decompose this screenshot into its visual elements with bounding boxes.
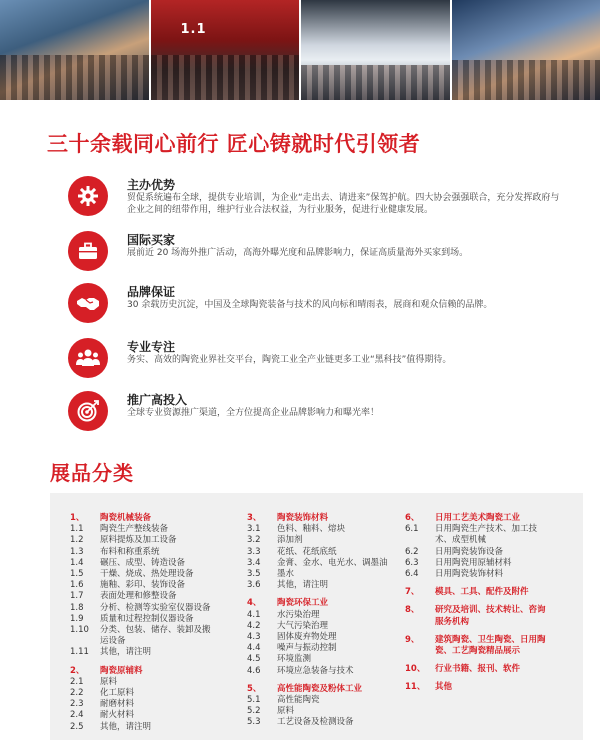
category-number: 3.6 [247, 580, 261, 591]
category-number: 5.1 [247, 695, 261, 706]
category-item [70, 625, 240, 647]
category-number: 3.2 [247, 535, 261, 546]
category-label: 行业书籍、报刊、软件 [435, 664, 521, 675]
category-item [247, 717, 407, 728]
category-item [70, 614, 240, 625]
category-heading [405, 664, 575, 675]
exhibition-photo-meeting [452, 0, 600, 100]
category-number: 3、 [247, 513, 262, 523]
photo-strip [0, 0, 600, 100]
category-label: 陶瓷装饰材料 [277, 513, 329, 523]
category-label: 原料 [277, 706, 295, 717]
category-number: 4、 [247, 598, 262, 609]
category-label: 分类、包装、储存、装卸及搬运设备 [100, 625, 211, 647]
category-number: 6.1 [405, 524, 419, 535]
category-label: 陶瓷机械装备 [100, 513, 152, 523]
category-heading [70, 513, 240, 524]
category-number: 1.8 [70, 602, 84, 613]
category-number: 1.2 [70, 535, 84, 546]
spacer [70, 659, 240, 666]
category-number: 9、 [405, 634, 420, 645]
feature-title: 推广高投入 [127, 393, 188, 407]
category-label: 干燥、烧成、热处理设备 [100, 569, 194, 580]
category-label: 墨水 [277, 569, 295, 580]
category-number: 4.5 [247, 654, 261, 665]
categories-column-1 [70, 513, 240, 733]
category-item [247, 580, 407, 591]
category-number: 6.2 [405, 546, 419, 557]
exhibition-photo-machinery [301, 0, 450, 100]
category-number: 3.4 [247, 557, 261, 568]
category-number: 3.5 [247, 569, 261, 580]
category-label: 固体废弃物处理 [277, 632, 337, 643]
category-item [70, 535, 240, 546]
category-label: 日用陶瓷生产技术、加工技术、成型机械 [435, 524, 538, 546]
category-label: 其他 [435, 682, 453, 693]
category-label: 高性能陶瓷 [277, 695, 320, 706]
category-label: 工艺设备及检测设备 [277, 717, 354, 728]
feature-desc: 展前近 20 场海外推广活动，高海外曝光度和品牌影响力，保证高质量海外买家到场。 [127, 248, 469, 258]
feature-desc: 贸促系统遍布全球，提供专业培训，为企业“走出去、请进来”保驾护航。四大协会强强联合，充分发挥政府与企业之间的纽带作用，维护行业合法权益，为行业服务，促进行业健康发展。 [127, 193, 560, 215]
category-item [247, 654, 407, 665]
category-number: 1、 [70, 513, 85, 523]
category-heading [405, 635, 575, 657]
category-item [247, 643, 407, 654]
category-item [247, 558, 407, 569]
category-item [70, 591, 240, 602]
category-heading [405, 682, 575, 693]
category-label: 其他，请注明 [100, 647, 152, 658]
category-label: 研究及培训、技术转让、咨询服务机构 [435, 605, 546, 627]
category-number: 6、 [405, 513, 420, 523]
stage-caption: 1.1 [180, 22, 207, 37]
spacer [405, 675, 575, 682]
category-label: 分析、检测等实验室仪器设备 [100, 602, 211, 613]
category-number: 5、 [247, 683, 262, 694]
category-item [247, 524, 407, 535]
category-heading [247, 598, 407, 609]
category-label: 耐磨材料 [100, 699, 135, 710]
category-number: 4.6 [247, 665, 261, 676]
category-label: 金膏、金水、电光水、调墨油 [277, 557, 388, 568]
category-item [70, 710, 240, 721]
exhibition-photo-visitors [0, 0, 149, 100]
category-label: 日用陶瓷用原辅材料 [435, 557, 512, 568]
category-label: 化工原料 [100, 688, 135, 699]
target-icon [68, 391, 108, 431]
category-item [247, 706, 407, 717]
feature-desc: 全球专业资源推广渠道，全方位提高企业品牌影响力和曝光率！ [127, 408, 380, 418]
category-item [247, 569, 407, 580]
feature-desc: 30 余载历史沉淀，中国及全球陶瓷装备与技术的风向标和晴雨表，展商和观众信赖的品牌。 [127, 300, 493, 310]
category-item [405, 547, 575, 558]
feature-title: 国际买家 [127, 233, 176, 247]
category-item [405, 558, 575, 569]
categories-column-3 [405, 513, 575, 694]
feature-desc: 务实、高效的陶瓷业界社交平台，陶瓷工业全产业链更多工业“黑科技”值得期待。 [127, 355, 452, 365]
category-label: 陶瓷环保工业 [277, 598, 329, 609]
category-heading [247, 513, 407, 524]
categories-panel [50, 493, 583, 740]
category-item [70, 547, 240, 558]
category-label: 表面处理和修整设备 [100, 591, 177, 602]
category-label: 其他，请注明 [100, 721, 152, 732]
category-item [247, 547, 407, 558]
handshake-icon [68, 283, 108, 323]
spacer [405, 628, 575, 635]
category-label: 布料和称重系统 [100, 546, 160, 557]
category-label: 添加剂 [277, 535, 303, 546]
category-number: 2、 [70, 665, 85, 676]
category-number: 11、 [405, 682, 426, 693]
category-number: 1.7 [70, 591, 84, 602]
category-item [405, 569, 575, 580]
category-number: 4.4 [247, 643, 261, 654]
category-label: 环境监测 [277, 654, 312, 665]
category-item [70, 699, 240, 710]
category-number: 1.11 [70, 647, 89, 658]
category-number: 1.1 [70, 524, 84, 535]
category-item [405, 524, 575, 546]
category-heading [70, 666, 240, 677]
categories-title: 展品分类 [50, 461, 134, 485]
category-label: 建筑陶瓷、卫生陶瓷、日用陶瓷、工艺陶瓷精品展示 [435, 634, 546, 657]
category-label: 质量和过程控制仪器设备 [100, 613, 194, 624]
category-number: 1.9 [70, 613, 84, 624]
category-number: 1.3 [70, 546, 84, 557]
category-label: 陶瓷生产整线装备 [100, 524, 169, 535]
category-item [70, 558, 240, 569]
category-item [70, 524, 240, 535]
categories-column-2 [247, 513, 407, 729]
category-number: 5.2 [247, 706, 261, 717]
category-number: 1.6 [70, 580, 84, 591]
category-number: 7、 [405, 587, 420, 598]
category-item [70, 603, 240, 614]
category-item [70, 722, 240, 733]
category-label: 日用陶瓷装饰材料 [435, 569, 504, 580]
category-item [247, 632, 407, 643]
category-number: 3.1 [247, 524, 261, 535]
category-item [247, 695, 407, 706]
category-heading [405, 513, 575, 524]
category-number: 2.3 [70, 699, 84, 710]
category-number: 6.3 [405, 557, 419, 568]
gear-icon [68, 176, 108, 216]
category-label: 高性能陶瓷及粉体工业 [277, 683, 363, 694]
category-label: 陶瓷原辅料 [100, 665, 143, 676]
feature-title: 主办优势 [127, 178, 176, 192]
category-heading [405, 587, 575, 598]
category-item [70, 569, 240, 580]
briefcase-icon [68, 231, 108, 271]
category-number: 1.5 [70, 569, 84, 580]
category-number: 1.10 [70, 625, 89, 636]
category-heading [247, 684, 407, 695]
category-item [247, 666, 407, 677]
category-heading [405, 605, 575, 627]
category-label: 日用陶瓷装饰设备 [435, 546, 504, 557]
spacer [247, 677, 407, 684]
category-item [247, 621, 407, 632]
category-label: 花纸、花纸底纸 [277, 546, 337, 557]
headline: 三十余载同心前行 匠心铸就时代引领者 [47, 132, 421, 156]
category-number: 2.4 [70, 710, 84, 721]
feature-title: 品牌保证 [127, 285, 176, 299]
category-number: 5.3 [247, 717, 261, 728]
category-item [70, 677, 240, 688]
category-label: 耐火材料 [100, 710, 135, 721]
category-number: 2.5 [70, 721, 84, 732]
category-number: 6.4 [405, 569, 419, 580]
category-label: 色料、釉料、熔块 [277, 524, 346, 535]
category-number: 2.2 [70, 688, 84, 699]
category-number: 3.3 [247, 546, 261, 557]
category-label: 水污染治理 [277, 609, 320, 620]
exhibition-photo-ceremony [151, 0, 300, 100]
category-label: 原料 [100, 676, 118, 687]
category-item [70, 688, 240, 699]
category-number: 4.1 [247, 609, 261, 620]
category-item [70, 580, 240, 591]
category-label: 噪声与振动控制 [277, 643, 337, 654]
category-item [70, 647, 240, 658]
category-label: 施釉、彩印、装饰设备 [100, 580, 186, 591]
feature-title: 专业专注 [127, 340, 176, 354]
category-number: 4.2 [247, 620, 261, 631]
category-label: 碾压、成型、铸造设备 [100, 557, 186, 568]
people-icon [68, 338, 108, 378]
category-number: 10、 [405, 664, 426, 675]
category-label: 其他，请注明 [277, 580, 329, 591]
category-item [247, 610, 407, 621]
category-label: 原料提炼及加工设备 [100, 535, 177, 546]
category-label: 模具、工具、配件及附件 [435, 587, 529, 598]
category-number: 8、 [405, 605, 420, 616]
category-label: 日用工艺美术陶瓷工业 [435, 513, 521, 523]
category-number: 1.4 [70, 557, 84, 568]
category-label: 大气污染治理 [277, 620, 329, 631]
category-number: 4.3 [247, 632, 261, 643]
category-number: 2.1 [70, 676, 84, 687]
category-item [247, 535, 407, 546]
category-label: 环境应急装备与技术 [277, 665, 354, 676]
